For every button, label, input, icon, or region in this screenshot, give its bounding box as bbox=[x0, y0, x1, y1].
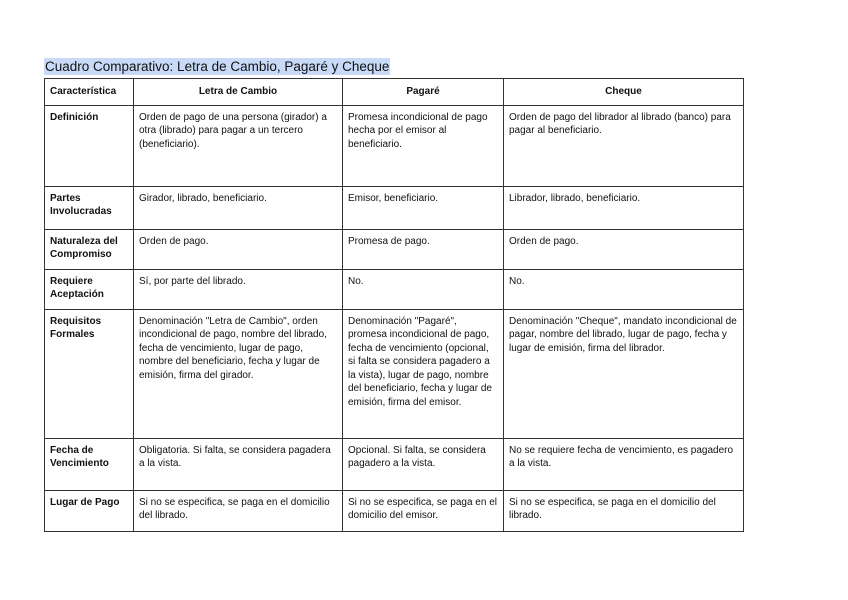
header-pagare: Pagaré bbox=[343, 79, 504, 106]
cell-letra: Denominación "Letra de Cambio", orden incondicional de pago, nombre del librado, fecha de vencimiento, lugar de pago, nombre del beneficiario, fecha y lugar de emisión, firma del girador. bbox=[134, 309, 343, 438]
header-cheque: Cheque bbox=[504, 79, 744, 106]
table-row bbox=[45, 438, 744, 490]
cell-pagare: No. bbox=[343, 269, 504, 309]
row-key: Partes Involucradas bbox=[45, 186, 134, 229]
cell-letra: Orden de pago. bbox=[134, 229, 343, 269]
cell-cheque: Orden de pago del librador al librado (banco) para pagar al beneficiario. bbox=[504, 105, 744, 186]
cell-cheque: No. bbox=[504, 269, 744, 309]
cell-letra: Sí, por parte del librado. bbox=[134, 269, 343, 309]
row-key: Requisitos Formales bbox=[45, 309, 134, 438]
cell-pagare: Emisor, beneficiario. bbox=[343, 186, 504, 229]
cell-cheque: No se requiere fecha de vencimiento, es pagadero a la vista. bbox=[504, 438, 744, 490]
table-row bbox=[45, 229, 744, 269]
cell-pagare: Promesa de pago. bbox=[343, 229, 504, 269]
row-key: Naturaleza del Compromiso bbox=[45, 229, 134, 269]
cell-cheque: Denominación "Cheque", mandato incondicional de pagar, nombre del librado, lugar de pago, fecha y lugar de emisión, firma del librador. bbox=[504, 309, 744, 438]
comparison-table bbox=[44, 78, 744, 532]
row-key: Fecha de Vencimiento bbox=[45, 438, 134, 490]
cell-letra: Si no se especifica, se paga en el domicilio del librado. bbox=[134, 490, 343, 531]
row-key: Requiere Aceptación bbox=[45, 269, 134, 309]
cell-cheque: Si no se especifica, se paga en el domicilio del librado. bbox=[504, 490, 744, 531]
cell-pagare: Denominación "Pagaré", promesa incondicional de pago, fecha de vencimiento (opcional, si falta se considera pagadero a la vista), lugar de pago, nombre del beneficiario, fecha y lugar de emisión, firma del emisor. bbox=[343, 309, 504, 438]
table-header-row bbox=[45, 79, 744, 106]
table-row bbox=[45, 269, 744, 309]
table-row bbox=[45, 105, 744, 186]
document-title: Cuadro Comparativo: Letra de Cambio, Pagaré y Cheque bbox=[45, 59, 390, 74]
header-letra: Letra de Cambio bbox=[134, 79, 343, 106]
row-key: Lugar de Pago bbox=[45, 490, 134, 531]
cell-letra: Obligatoria. Si falta, se considera pagadera a la vista. bbox=[134, 438, 343, 490]
cell-pagare: Promesa incondicional de pago hecha por el emisor al beneficiario. bbox=[343, 105, 504, 186]
cell-cheque: Orden de pago. bbox=[504, 229, 744, 269]
cell-pagare: Si no se especifica, se paga en el domicilio del emisor. bbox=[343, 490, 504, 531]
table-row bbox=[45, 309, 744, 438]
header-caracteristica: Característica bbox=[45, 79, 134, 106]
table-row bbox=[45, 490, 744, 531]
table-row bbox=[45, 186, 744, 229]
cell-letra: Girador, librado, beneficiario. bbox=[134, 186, 343, 229]
row-key: Definición bbox=[45, 105, 134, 186]
cell-pagare: Opcional. Si falta, se considera pagadero a la vista. bbox=[343, 438, 504, 490]
cell-cheque: Librador, librado, beneficiario. bbox=[504, 186, 744, 229]
cell-letra: Orden de pago de una persona (girador) a otra (librado) para pagar a un tercero (beneficiario). bbox=[134, 105, 343, 186]
